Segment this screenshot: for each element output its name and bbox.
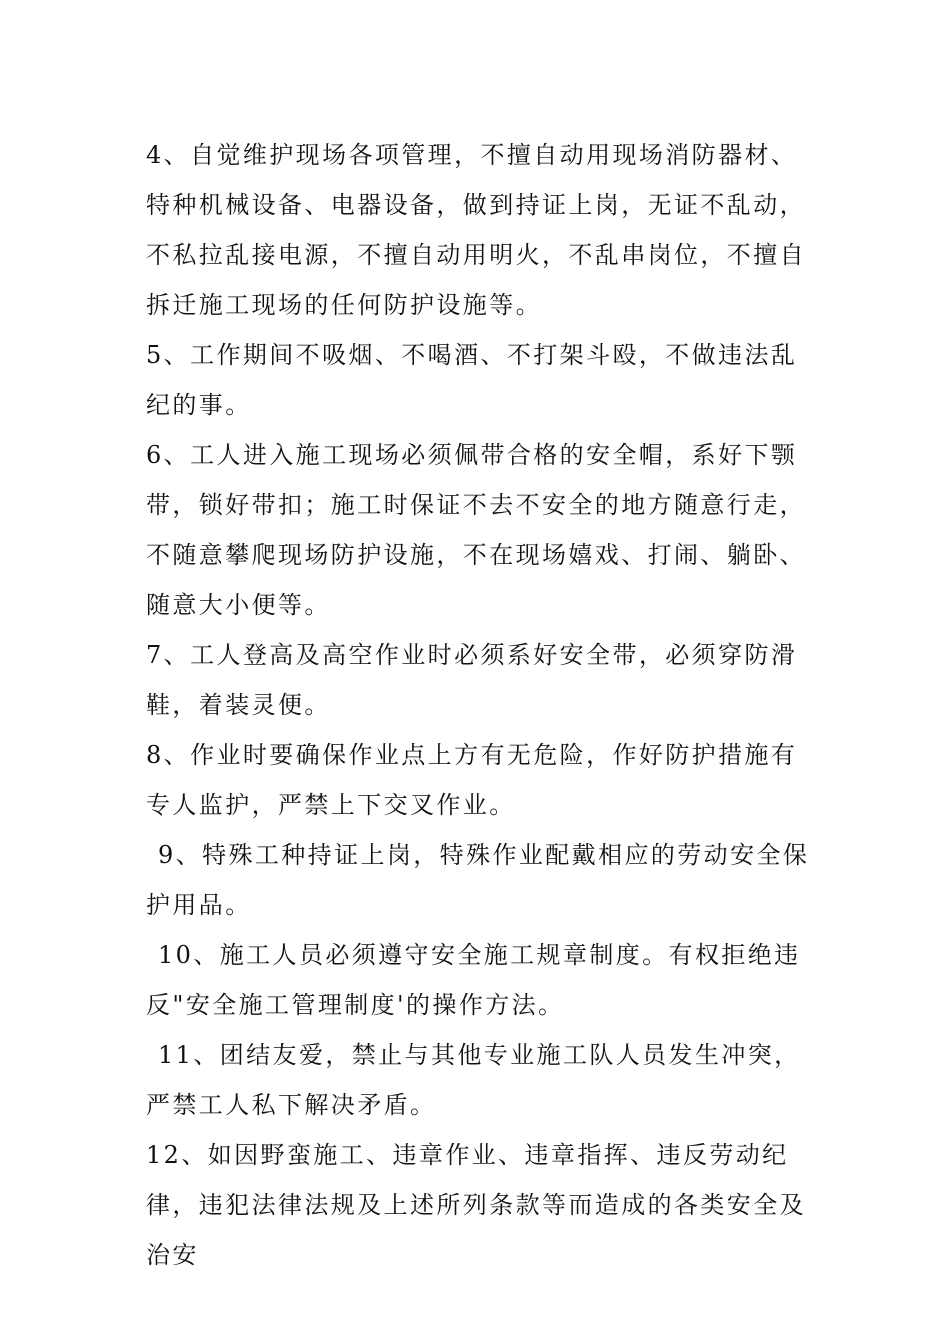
paragraph-item-11: 11、团结友爱，禁止与其他专业施工队人员发生冲突，严禁工人私下解决矛盾。 bbox=[146, 1041, 801, 1119]
paragraph-item-9: 9、特殊工种持证上岗，特殊作业配戴相应的劳动安全保护用品。 bbox=[146, 841, 810, 919]
paragraph-item-5: 5、工作期间不吸烟、不喝酒、不打架斗殴，不做违法乱纪的事。 bbox=[146, 341, 798, 419]
document-body bbox=[146, 130, 818, 1280]
paragraph-item-10: 10、施工人员必须遵守安全施工规章制度。有权拒绝违反"安全施工管理制度'的操作方法。 bbox=[146, 941, 801, 1019]
paragraph-item-4: 4、自觉维护现场各项管理，不擅自动用现场消防器材、特种机械设备、电器设备，做到持证上岗，无证不乱动，不私拉乱接电源，不擅自动用明火，不乱串岗位，不擅自拆迁施工现场的任何防护设施等。 bbox=[146, 141, 806, 319]
paragraph-item-12: 12、如因野蛮施工、违章作业、违章指挥、违反劳动纪律，违犯法律法规及上述所列条款等而造成的各类安全及治安 bbox=[146, 1141, 806, 1269]
paragraph-item-8: 8、作业时要确保作业点上方有无危险，作好防护措施有专人监护，严禁上下交叉作业。 bbox=[146, 741, 798, 819]
paragraph-item-6: 6、工人进入施工现场必须佩带合格的安全帽，系好下颚带，锁好带扣；施工时保证不去不安全的地方随意行走，不随意攀爬现场防护设施，不在现场嬉戏、打闹、躺卧、随意大小便等。 bbox=[146, 441, 806, 619]
paragraph-item-7: 7、工人登高及高空作业时必须系好安全带，必须穿防滑鞋，着装灵便。 bbox=[146, 641, 798, 719]
